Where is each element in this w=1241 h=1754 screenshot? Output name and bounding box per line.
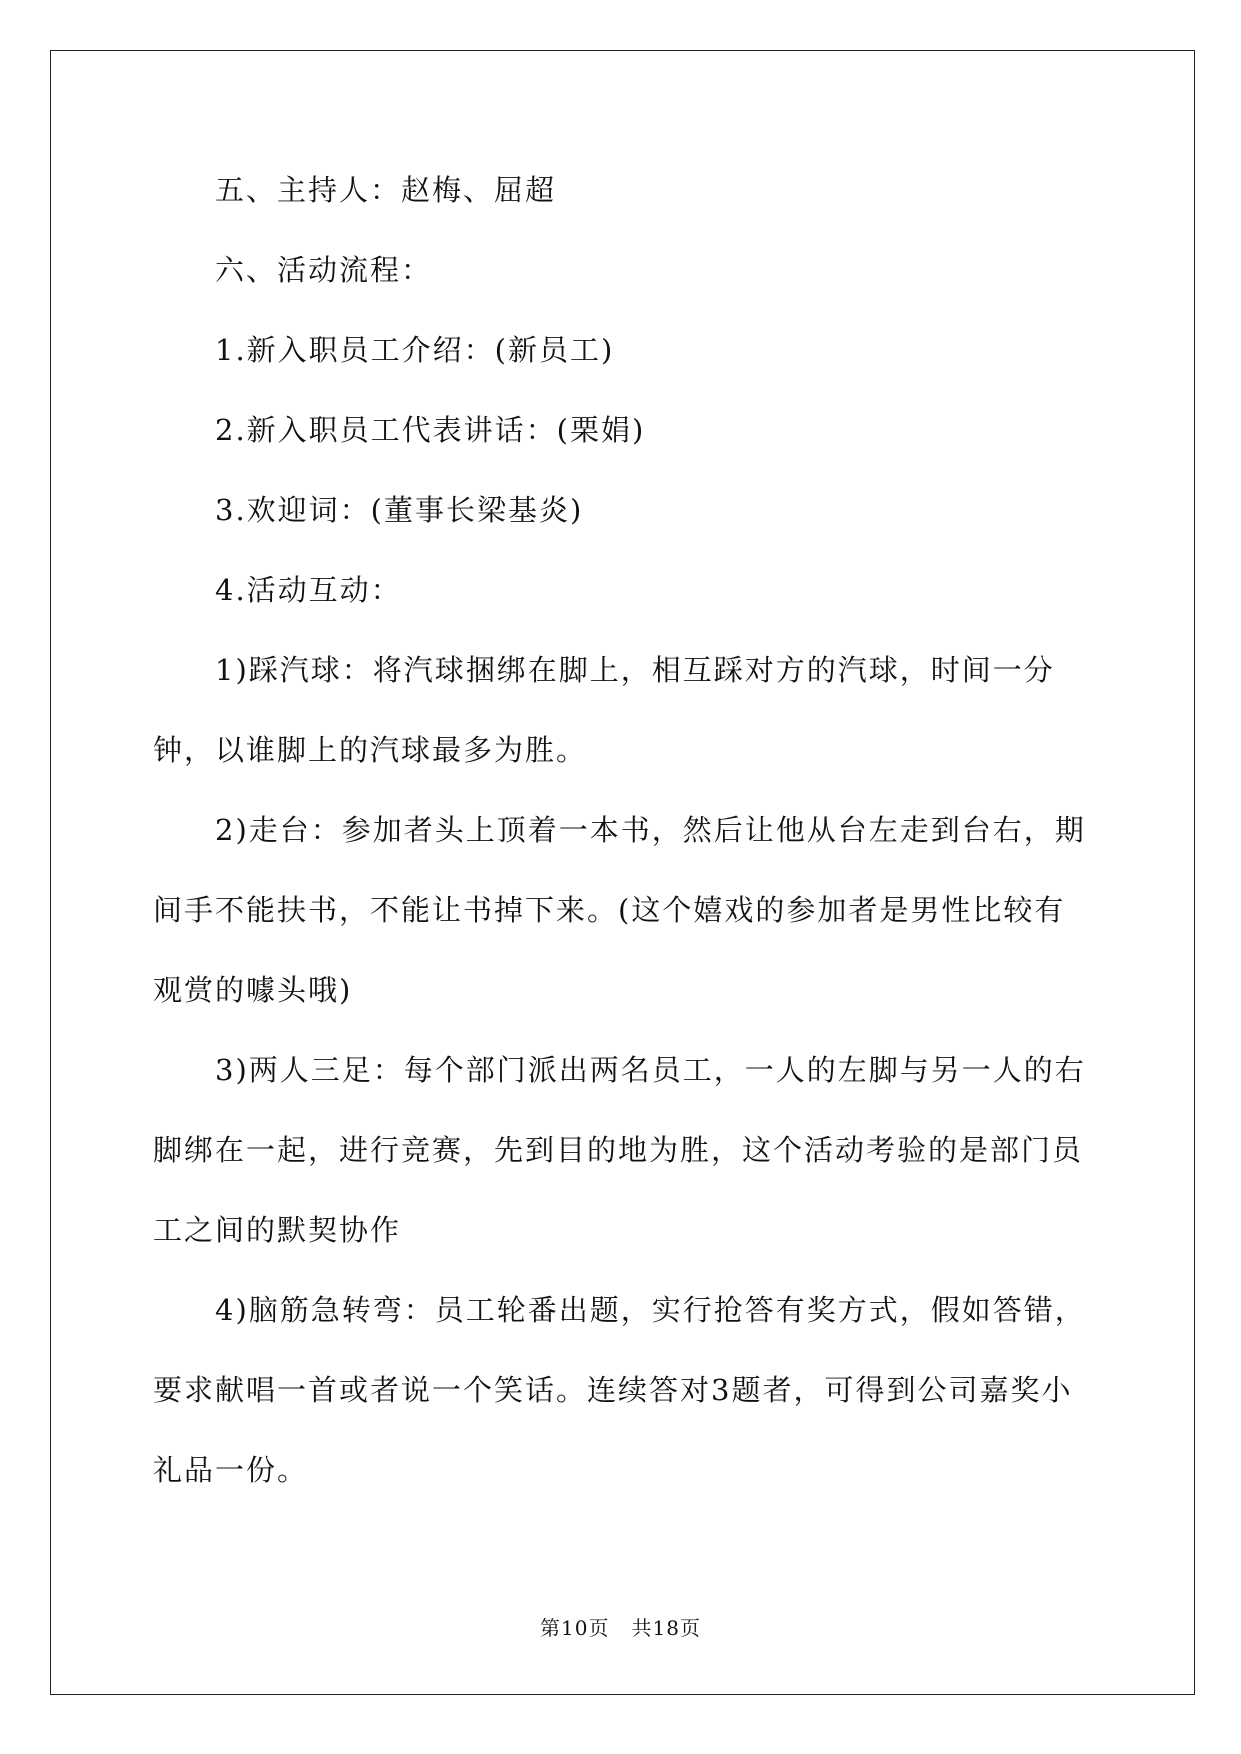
paragraph-activity-catwalk: 2)走台：参加者头上顶着一本书，然后让他从台左走到台右，期间手不能扶书，不能让书掉下来。(这个嬉戏的参加者是男性比较有观赏的噱头哦) (153, 813, 1086, 1007)
page-footer (0, 1612, 1241, 1641)
paragraph-activity-three-legged: 3)两人三足：每个部门派出两名员工，一人的左脚与另一人的右脚绑在一起，进行竞赛，先到目的地为胜，这个活动考验的是部门员工之间的默契协作 (153, 1053, 1086, 1247)
total-page-count: 共18页 (631, 1616, 701, 1640)
paragraph-step-4: 4.活动互动： (215, 573, 402, 607)
paragraph-step-3: 3.欢迎词：(董事长梁基炎) (215, 493, 584, 527)
paragraph-activity-riddles: 4)脑筋急转弯：员工轮番出题，实行抢答有奖方式，假如答错，要求献唱一首或者说一个笑话。连续答对3题者，可得到公司嘉奖小礼品一份。 (153, 1293, 1086, 1487)
paragraph-step-1: 1.新入职员工介绍：(新员工) (215, 333, 615, 367)
paragraph-host: 五、主持人：赵梅、屈超 (215, 173, 557, 207)
current-page-number: 第10页 (540, 1616, 610, 1640)
paragraph-activity-balloon: 1)踩汽球：将汽球捆绑在脚上，相互踩对方的汽球，时间一分钟，以谁脚上的汽球最多为胜。 (153, 653, 1055, 767)
paragraph-step-2: 2.新入职员工代表讲话：(栗娟) (215, 413, 646, 447)
paragraph-process-heading: 六、活动流程： (215, 253, 433, 287)
